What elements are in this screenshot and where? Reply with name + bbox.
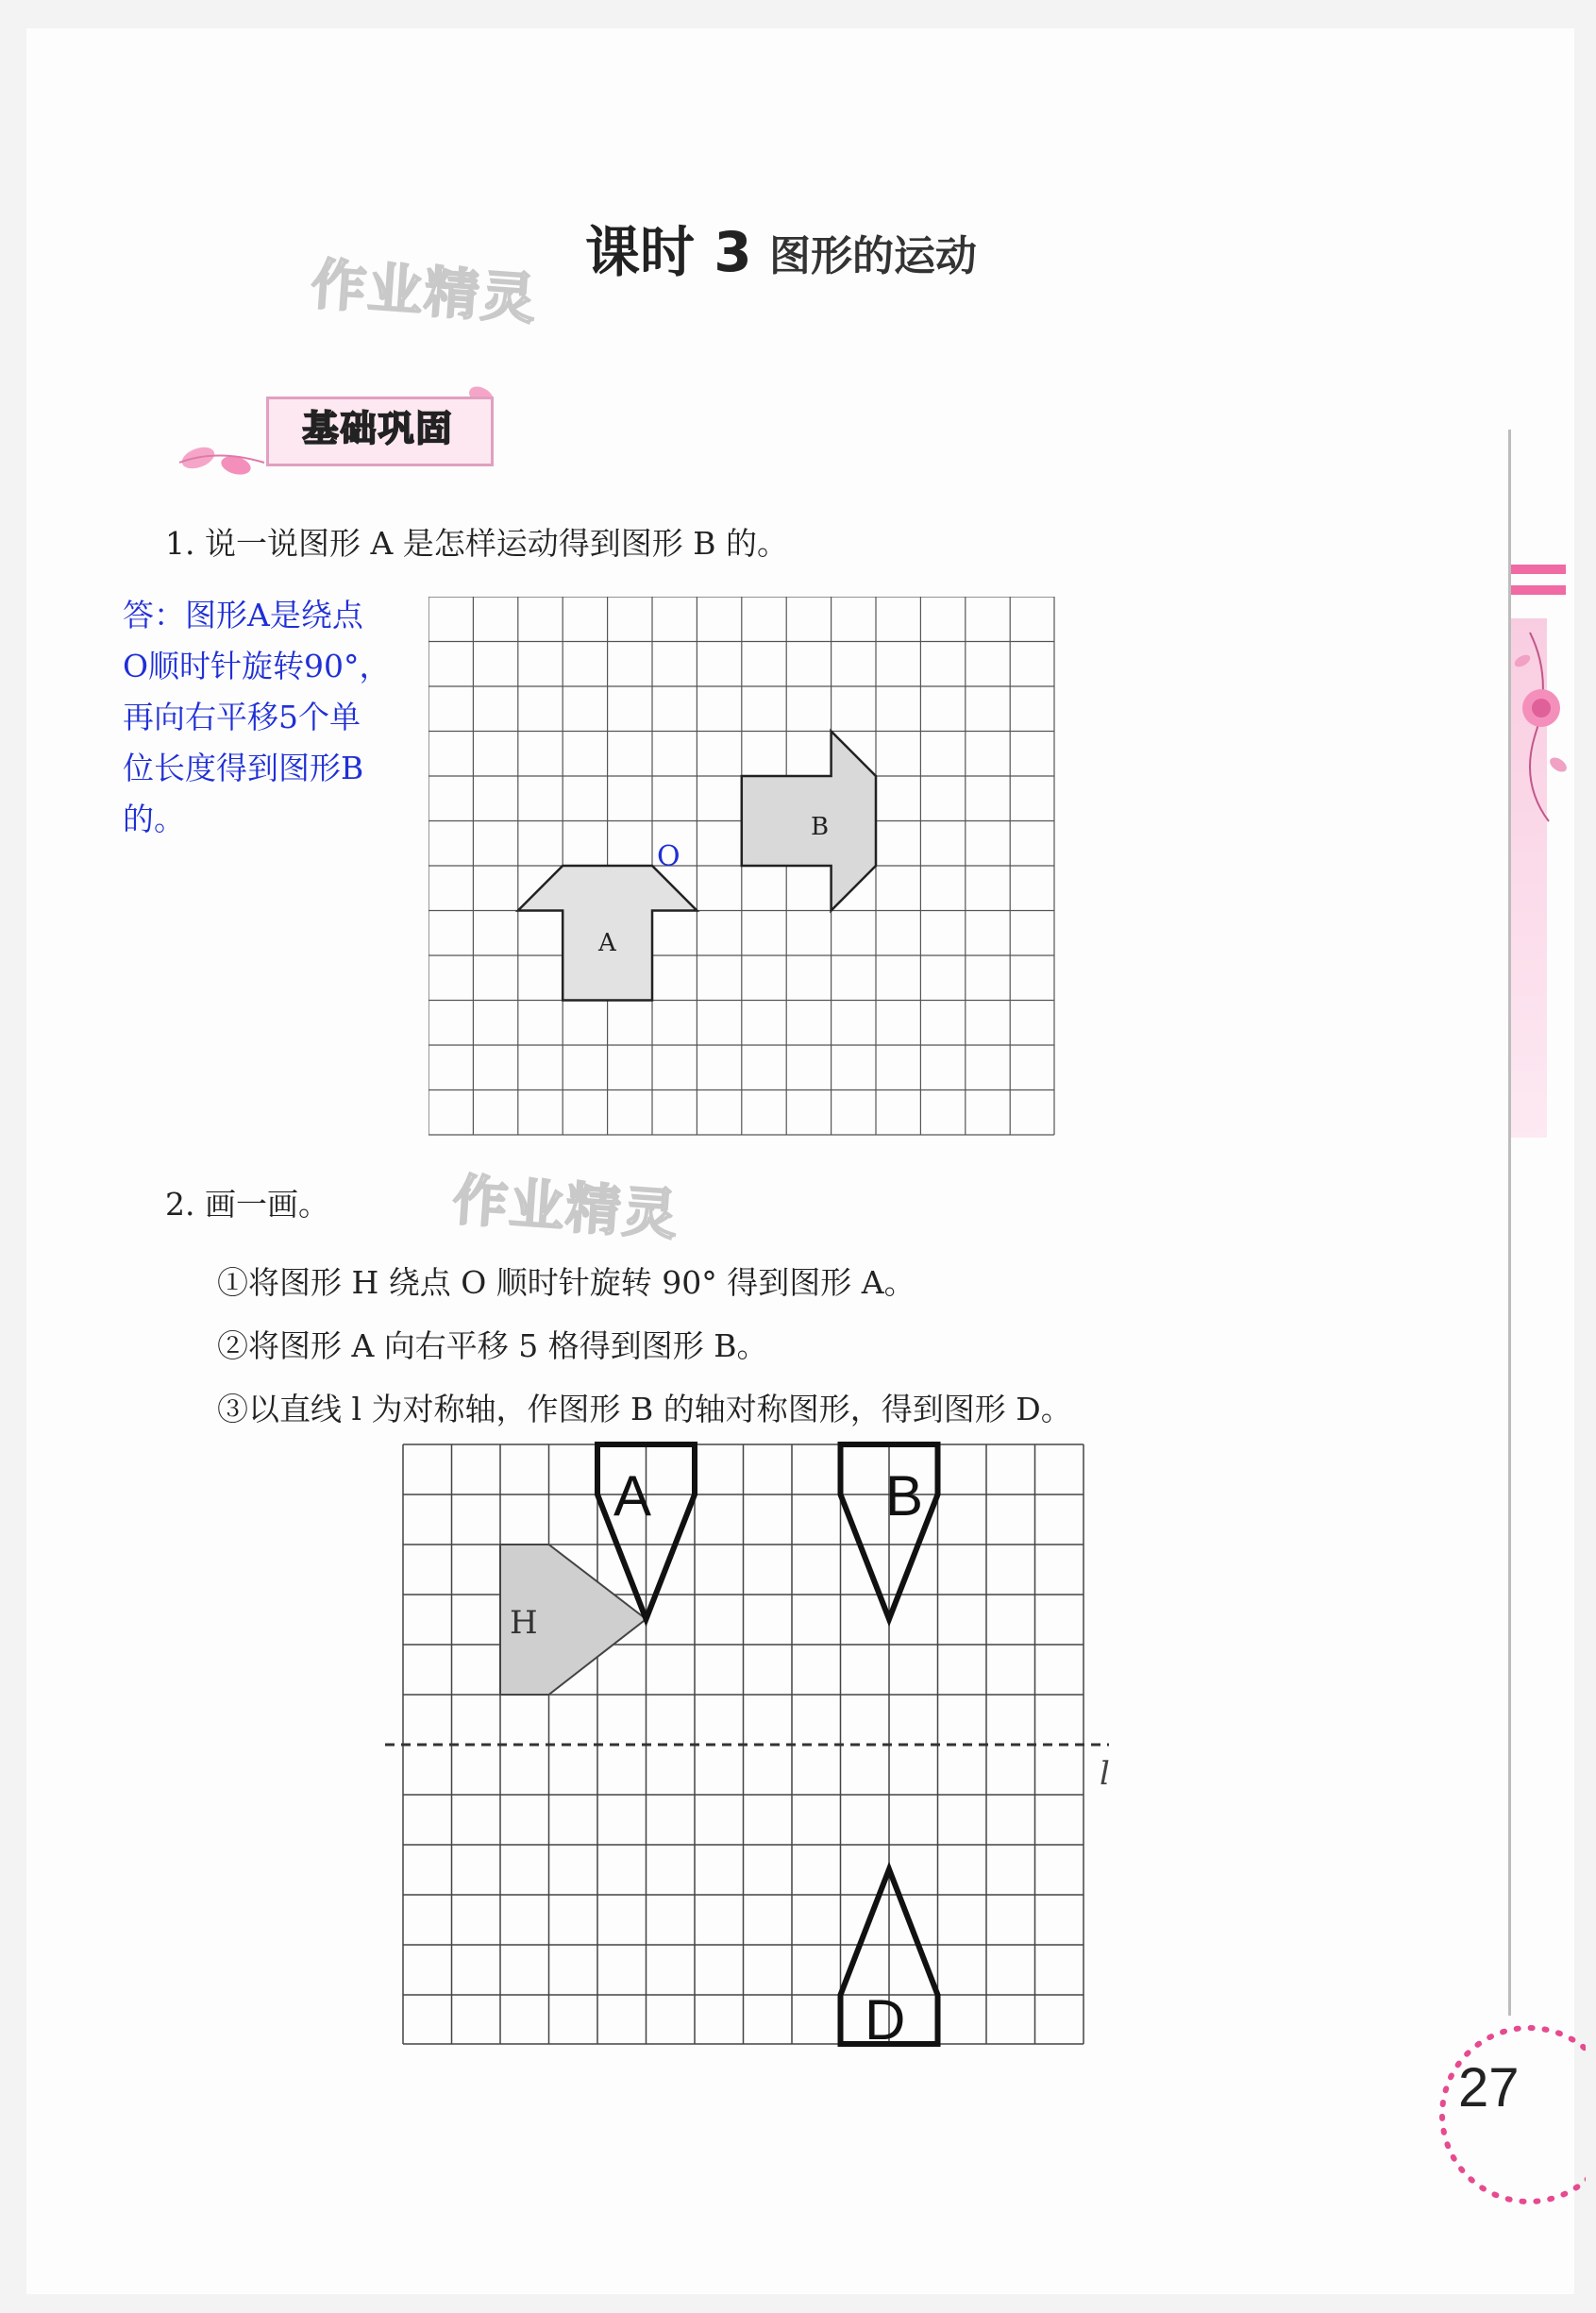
answer-line: 再向右平移5个单: [123, 699, 361, 735]
watermark: 作业精灵: [309, 251, 540, 332]
q1-prompt: 1. 说一说图形 A 是怎样运动得到图形 B 的。: [165, 525, 789, 562]
answer-line: 的。: [123, 801, 185, 837]
q1-answer: [123, 590, 406, 845]
q2-step-1: ①将图形 H 绕点 O 顺时针旋转 90° 得到图形 A。: [217, 1264, 916, 1301]
page-number: 27: [1458, 2057, 1520, 2119]
pink-stripe-2: [1511, 585, 1566, 595]
shape-a-label: A: [598, 929, 616, 957]
section-badge: 基础巩固: [302, 408, 454, 449]
watermark-2: 作业精灵: [450, 1167, 681, 1248]
shape-b-drawn-label: B: [885, 1464, 924, 1528]
answer-line: O顺时针旋转90°，: [123, 648, 391, 684]
lesson-label: 课时 3: [585, 220, 752, 284]
answer-line: 答：图形A是绕点: [123, 597, 363, 633]
shape-b: [742, 732, 876, 911]
q2-grid-figure: [378, 1440, 1133, 2063]
answer-line: 位长度得到图形B: [123, 750, 364, 786]
q1-grid-figure: [428, 597, 1055, 1137]
pink-stripe-1: [1511, 565, 1566, 574]
lesson-title: 图形的运动: [769, 232, 977, 280]
axis-l-label: l: [1100, 1755, 1110, 1793]
point-o-label: O: [657, 840, 680, 873]
shape-b-label: B: [811, 813, 830, 841]
q2-prompt: 2. 画一画。: [165, 1186, 329, 1223]
shape-h-label: H: [510, 1604, 538, 1642]
q2-step-2: ②将图形 A 向右平移 5 格得到图形 B。: [217, 1327, 768, 1364]
q2-step-3: ③以直线 l 为对称轴，作图形 B 的轴对称图形，得到图形 D。: [217, 1391, 1072, 1427]
rose-decoration: [1511, 623, 1577, 831]
shape-a-drawn-label: A: [613, 1464, 652, 1528]
shape-d-drawn-label: D: [865, 1988, 906, 2051]
